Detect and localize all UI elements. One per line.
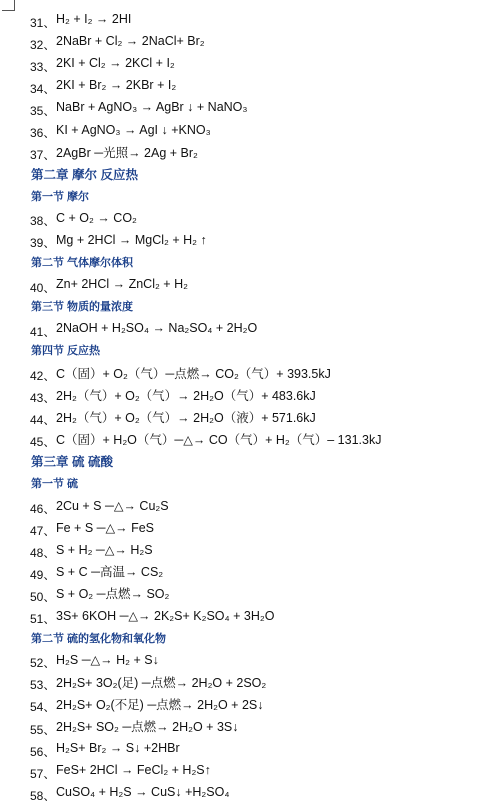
equation-number: 52、 <box>30 656 56 671</box>
equation-number: 43、 <box>30 391 56 406</box>
equation-row <box>0 141 500 163</box>
equation-number: 58、 <box>30 788 56 803</box>
equation-row <box>0 52 500 74</box>
equation-row <box>0 781 500 803</box>
equation-text: H₂S ─△→ H₂ + S↓ <box>56 653 159 668</box>
equation-text: KI + AgNO₃ → AgI ↓ +KNO₃ <box>56 122 211 137</box>
equation-row <box>0 494 500 516</box>
equation-number: 53、 <box>30 678 56 693</box>
corner-crop-mark <box>2 0 15 11</box>
equation-number: 50、 <box>30 589 56 604</box>
equation-row <box>0 428 500 450</box>
equation-number: 44、 <box>30 413 56 428</box>
equation-text: 3S+ 6KOH ─△→ 2K₂S+ K₂SO₄ + 3H₂O <box>56 609 275 624</box>
equation-text: Mg + 2HCl → MgCl₂ + H₂ ↑ <box>56 232 207 247</box>
heading-text: 第三章 硫 硫酸 <box>31 454 113 469</box>
equation-text: FeS+ 2HCl → FeCl₂ + H₂S↑ <box>56 763 211 778</box>
heading-text: 第一节 摩尔 <box>31 190 90 203</box>
equation-text: 2NaOH + H₂SO₄ → Na₂SO₄ + 2H₂O <box>56 321 258 336</box>
equation-row <box>0 671 500 693</box>
equation-text: 2H₂S+ O₂(不足) ─点燃→ 2H₂O + 2S↓ <box>56 697 264 712</box>
section-heading <box>0 185 500 207</box>
equation-row <box>0 118 500 140</box>
equation-text: S + H₂ ─△→ H₂S <box>56 542 153 557</box>
equation-row <box>0 759 500 781</box>
equation-number: 56、 <box>30 744 56 759</box>
equation-row <box>0 30 500 52</box>
equation-text: 2H₂S+ 3O₂(足) ─点燃→ 2H₂O + 2SO₂ <box>56 675 267 690</box>
equation-row <box>0 538 500 560</box>
equation-number: 45、 <box>30 435 56 450</box>
equation-row <box>0 207 500 229</box>
equation-text: CuSO₄ + H₂S → CuS↓ +H₂SO₄ <box>56 785 230 800</box>
equation-text: 2Cu + S ─△→ Cu₂S <box>56 498 169 513</box>
equation-text: 2KI + Cl₂ → 2KCl + I₂ <box>56 56 175 71</box>
equation-number: 31、 <box>30 15 56 30</box>
equation-number: 54、 <box>30 700 56 715</box>
equation-row <box>0 406 500 428</box>
heading-text: 第二章 摩尔 反应热 <box>31 167 138 182</box>
equation-number: 32、 <box>30 37 56 52</box>
chapter-heading <box>0 450 500 472</box>
equation-number: 48、 <box>30 545 56 560</box>
equation-text: H₂S+ Br₂ → S↓ +2HBr <box>56 741 180 756</box>
equation-row <box>0 715 500 737</box>
equation-text: Zn+ 2HCl → ZnCl₂ + H₂ <box>56 277 188 292</box>
heading-text: 第二节 气体摩尔体积 <box>31 257 134 270</box>
heading-text: 第三节 物质的量浓度 <box>31 301 134 314</box>
equation-number: 36、 <box>30 126 56 141</box>
equation-row <box>0 737 500 759</box>
equation-text: 2KI + Br₂ → 2KBr + I₂ <box>56 78 177 93</box>
section-heading <box>0 472 500 494</box>
equation-text: S + O₂ ─点燃→ SO₂ <box>56 587 170 602</box>
section-heading <box>0 339 500 361</box>
equation-text: 2H₂S+ SO₂ ─点燃→ 2H₂O + 3S↓ <box>56 720 239 735</box>
equation-text: 2AgBr ─光照→ 2Ag + Br₂ <box>56 145 198 160</box>
equation-number: 39、 <box>30 236 56 251</box>
equation-number: 33、 <box>30 59 56 74</box>
equation-row <box>0 649 500 671</box>
equation-text: C + O₂ → CO₂ <box>56 210 137 225</box>
equation-text: S + C ─高温→ CS₂ <box>56 565 164 580</box>
equation-number: 47、 <box>30 523 56 538</box>
equation-number: 38、 <box>30 214 56 229</box>
equation-number: 57、 <box>30 766 56 781</box>
equation-number: 40、 <box>30 280 56 295</box>
section-heading <box>0 251 500 273</box>
equation-row <box>0 96 500 118</box>
equation-number: 51、 <box>30 612 56 627</box>
equation-number: 42、 <box>30 369 56 384</box>
equation-text: C（固）+ H₂O（气）─△→ CO（气）+ H₂（气）– 131.3kJ <box>56 432 382 447</box>
chapter-heading <box>0 163 500 185</box>
equation-number: 34、 <box>30 81 56 96</box>
heading-text: 第二节 硫的氢化物和氧化物 <box>31 632 167 645</box>
section-heading <box>0 295 500 317</box>
equation-row <box>0 560 500 582</box>
heading-text: 第四节 反应热 <box>31 345 101 358</box>
equation-number: 35、 <box>30 103 56 118</box>
equation-row <box>0 516 500 538</box>
equation-row <box>0 384 500 406</box>
equation-number: 55、 <box>30 722 56 737</box>
equation-row <box>0 605 500 627</box>
equation-number: 41、 <box>30 324 56 339</box>
equation-number: 37、 <box>30 148 56 163</box>
equation-row <box>0 229 500 251</box>
equation-number: 49、 <box>30 567 56 582</box>
equation-row <box>0 317 500 339</box>
equation-text: 2NaBr + Cl₂ → 2NaCl+ Br₂ <box>56 34 205 49</box>
equation-number: 46、 <box>30 501 56 516</box>
equation-row <box>0 693 500 715</box>
equation-text: C（固）+ O₂（气）─点燃→ CO₂（气）+ 393.5kJ <box>56 366 331 381</box>
equation-row <box>0 273 500 295</box>
equation-row <box>0 582 500 604</box>
equation-text: H₂ + I₂ → 2HI <box>56 12 132 27</box>
section-heading <box>0 627 500 649</box>
heading-text: 第一节 硫 <box>31 478 79 491</box>
equation-text: 2H₂（气）+ O₂（气）→ 2H₂O（液）+ 571.6kJ <box>56 410 316 425</box>
equation-text: NaBr + AgNO₃ → AgBr ↓ + NaNO₃ <box>56 100 248 115</box>
equation-row <box>0 74 500 96</box>
equation-text: Fe + S ─△→ FeS <box>56 520 155 535</box>
equation-row <box>0 8 500 30</box>
equation-text: 2H₂（气）+ O₂（气）→ 2H₂O（气）+ 483.6kJ <box>56 388 316 403</box>
equation-row <box>0 362 500 384</box>
